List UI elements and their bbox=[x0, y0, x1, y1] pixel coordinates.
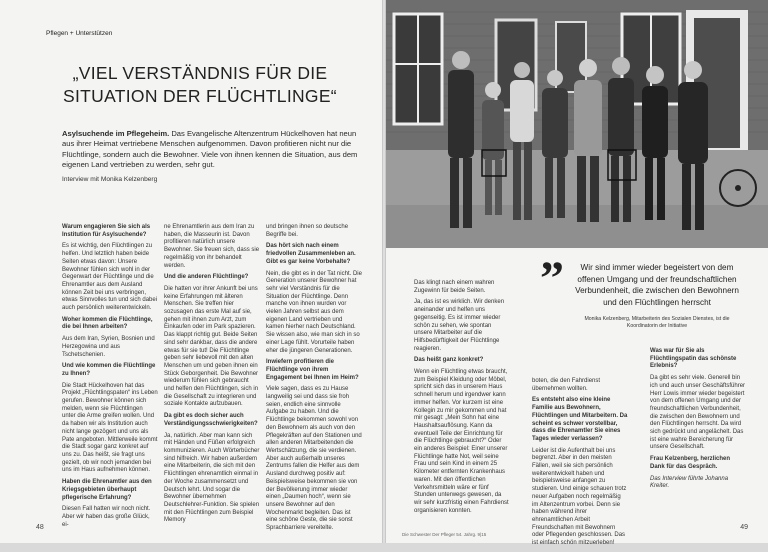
right-col-2 bbox=[532, 378, 628, 552]
answer-paragraph: Ja, natürlich. Aber man kann sich mit Händen und Füßen erfolgreich kommunizieren. Auch Wörterbücher sind hilfreich. Wir haben außerdem eine Mitarbeiterin, die sich mit den Flüchtlingen ehrenamtlich einmal in der Woche zusammensetzt und Deutsch lehrt. Und sogar die Bewohner übernehmen Deutschlehrer-Funktion. Sie spielen mit den Flüchtlingen zum Beispiel Memory bbox=[164, 432, 260, 524]
answer-paragraph: Die Stadt Hückelhoven hat das Projekt „Flüchtlingspaten“ ins Leben gerufen. Bewohner können sich melden, wenn sie Flüchtlingen unter die Arme greifen wollen. Und da haben wir als Institution auch nicht lange gezögert und uns als Pate angeboten. Mittlerweile kommt die Stadt sogar ganz konkret auf uns zu. Das heißt, sie fragt uns gezielt, ob wir noch jemanden bei uns im Haus aufnehmen können. bbox=[62, 382, 158, 474]
question: Und die anderen Flüchtlinge? bbox=[164, 274, 249, 281]
answer-paragraph: Diesen Fall hatten wir noch nicht. Aber wir haben das große Glück, ei- bbox=[62, 506, 151, 528]
question: Was war für Sie als Flüchtlingspatin das schönste Erlebnis? bbox=[650, 348, 737, 370]
lead-paragraph bbox=[62, 129, 360, 171]
left-col-1 bbox=[62, 224, 158, 533]
right-page bbox=[386, 0, 768, 547]
right-col-1 bbox=[414, 280, 510, 519]
answer-paragraph: Nein, die gibt es in der Tat nicht. Die Generation unserer Bewohner hat sehr viel Verständnis für die Situation der Flüchtlinge. Denn manche von ihnen wurden vor vielen Jahren selbst aus dem eigenen Land vertrieben und kamen hierher nach Deutschland. Sie wissen also, wie man sich in so einer Lage fühlt. Vorurteile haben eher die jüngeren Generationen. bbox=[266, 270, 362, 354]
left-col-3 bbox=[266, 224, 362, 537]
question: Woher kommen die Flüchtlinge, die bei Ihnen arbeiten? bbox=[62, 316, 153, 331]
footer-left: Die Schwester Der Pfleger 54. Jahrg. 9|15 bbox=[402, 532, 487, 537]
pull-quote: Wir sind immer wieder begeistert von dem offenen Umgang und der freundschaftlichen Verbundenheit, die zwischen den Bewohnern und den Flüchtlingen herrscht bbox=[575, 263, 739, 307]
answer-paragraph: Ja, das ist es wirklich. Wir denken aneinander und helfen uns gegenseitig. Es ist immer wieder schön zu sehen, wie spontan unsere Mitarbeiter auf die Hilfsbedürftigkeit der Flüchtlinge reagieren. bbox=[414, 299, 505, 352]
right-col-3 bbox=[650, 348, 746, 495]
answer-paragraph: boten, die den Fahrdienst übernehmen wollten. bbox=[532, 378, 601, 392]
byline: Interview mit Monika Kelzenberg bbox=[62, 176, 158, 183]
answer-paragraph: Es ist wichtig, den Flüchtlingen zu helfen. Und letztlich haben beide Seiten etwas davon: Unsere Bewohner fühlen sich wohl in der Gegenwart der Flüchtlinge und die Ehrenamtler aus dem Ausland können Zeit bei uns verbringen, etwas Sinnvolles tun und sich dabei auch persönlich weiterentwickeln. bbox=[62, 243, 158, 312]
answer-paragraph: Viele sagen, dass es zu Hause langweilig sei und dass sie froh seien, endlich eine sinnvolle Aufgabe zu haben. Und die Flüchtlinge bekommen sowohl von den Bewohnern als auch von den Pflegekräften auf den Stationen und allen anderen Mitarbeitenden die Wertschätzung, die sie verdienen. Aber auch außerhalb unseres Zentrums fallen die Helfer aus dem Ausland durchweg positiv auf: Beispielsweise bekommen sie von der Bevölkerung immer wieder einen „Daumen hoch“, wenn sie unsere Bewohner auf den Wochenmarkt begleiten. Das ist eine schöne Geste, die sie sonst Sprachbarriere vereitelte. bbox=[266, 386, 362, 532]
pull-quote-credit: Monika Kelzenberg, Mitarbeiterin des Sozialen Dienstes, ist die Koordinatorin der Initiative bbox=[584, 316, 730, 329]
lead-bold: Asylsuchende im Pflegeheim. bbox=[62, 129, 170, 138]
question: Frau Kelzenberg, herzlichen Dank für das Gespräch. bbox=[650, 456, 731, 470]
answer-paragraph: Aus dem Iran, Syrien, Bosnien und Herzegowina und aus Tschetschenien. bbox=[62, 336, 155, 358]
page-number-left: 48 bbox=[36, 524, 44, 531]
question: Haben die Ehrenamtler aus den Kriegsgebieten überhaupt pflegerische Erfahrung? bbox=[62, 479, 152, 501]
left-col-2 bbox=[164, 224, 260, 529]
title-line-2: SITUATION DER FLÜCHTLINGE“ bbox=[63, 86, 337, 106]
answer-paragraph: ne Ehrenamtlerin aus dem Iran zu haben, die Masseurin ist. Davon profitieren natürlich unsere Bewohner. Sie freuen sich, dass sie regelmäßig von ihr behandelt werden. bbox=[164, 224, 260, 269]
question: Es entsteht also eine kleine Familie aus Bewohnern, Flüchtlingen und Mitarbeitern. Da scheint es schwer vorstellbar, dass die Ehrenamtler Sie eines Tages wieder verlassen? bbox=[532, 397, 628, 442]
title-line-1: „VIEL VERSTÄNDNIS FÜR DIE bbox=[72, 63, 328, 83]
lead-text: Das Evangelische Altenzentrum Hückelhoven hat neun aus ihrer Heimat vertriebene Menschen aufgenommen. Davon profitieren nicht nur die Flüchtlinge, sondern auch die Bewohner. Viele von ihnen kennen die Situation, aus dem eigenen Land vertrieben zu werden, sehr gut. bbox=[62, 129, 358, 170]
answer-paragraph: Das Interview führte Johanna Kreiter. bbox=[650, 475, 729, 490]
question: Das heißt ganz konkret? bbox=[414, 357, 484, 364]
group-photo-image bbox=[386, 0, 768, 248]
answer-paragraph: Leider ist die Aufenthalt bei uns begrenzt. Aber in den meisten Fällen, weil sie sich persönlich weiterentwickelt haben und beispielsweise anfangen zu studieren. Und einige schauen trotz neuer Aufgaben noch regelmäßig im Altenzentrum vorbei. Denn sie haben während ihrer ehrenamtlichen Arbeit Freundschaften mit Bewohnern oder Pflegenden geschlossen. Das ist einfach schön mitzuerleben! bbox=[532, 447, 627, 547]
left-page bbox=[0, 0, 382, 543]
question: Inwiefern profitieren die Flüchtlinge von ihrem Engagement bei Ihnen im Heim? bbox=[266, 359, 359, 381]
section-label: Pflegen + Unterstützen bbox=[46, 30, 113, 37]
question: Und wie kommen die Flüchtlinge zu Ihnen? bbox=[62, 363, 156, 377]
question: Warum engagieren Sie sich als Institution für Asylsuchende? bbox=[62, 224, 151, 238]
question: Das hört sich nach einem friedvollen Zusammenleben an. Gibt es gar keine Vorbehalte? bbox=[266, 243, 356, 265]
group-photo bbox=[386, 0, 768, 248]
answer-paragraph: und bringen ihnen so deutsche Begriffe bei. bbox=[266, 224, 349, 238]
page-number-right: 49 bbox=[740, 524, 748, 531]
question: Da gibt es doch sicher auch Verständigungsschwierigkeiten? bbox=[164, 413, 258, 427]
answer-paragraph: Die hatten vor ihrer Ankunft bei uns keine Erfahrungen mit älteren Menschen. Sie treffen hier sozusagen das erste Mal auf sie, gehen mit ihnen zum Arzt, zum Einkaufen oder im Park spazieren. Das klappt richtig gut. Beide Seiten sind sehr dankbar, dass die andere etwas für sie tut! Die Flüchtlinge geben sehr liebevoll mit den alten Menschen um und geben ihnen ein Stück Geborgenheit. Die Bewohner wiederum fühlen sich gebraucht und helfen den Flüchtlingen, sich in die Gesellschaft zu integrieren und soziale Kontakte aufzubauen. bbox=[164, 285, 259, 408]
quote-mark-icon: ” bbox=[540, 252, 564, 305]
answer-paragraph: Da gibt es sehr viele. Generell bin ich und auch unser Geschäftsführer Herr Lowis immer wieder begeistert von dem offenen Umgang und der freundschaftlichen Verbundenheit, die zwischen den Bewohnern und den Flüchtlingen herrscht. Da wird sich gedrückt und angelächelt. Das ist eine wahre Bereicherung für unsere Gesellschaft. bbox=[650, 375, 746, 451]
answer-paragraph: Wenn ein Flüchtling etwas braucht, zum Beispiel Kleidung oder Möbel, spricht sich das in unserem Haus schnell herum und irgendwer kann immer helfen. Vor kurzem ist eine Kollegin zu mir gekommen und hat mir gesagt: „Mein Sohn hat eine Haushaltsauflösung. Kann da eventuell Teile der Einrichtung für die Flüchtlinge gebraucht?“ Oder ein anderes Beispiel: Einer unserer Flüchtlinge hatte Not, weil seine Frau und sein Kind in einem 25 Kilometer entfernten Krankenhaus waren. Mit den öffentlichen Verkehrsmitteln wäre er fünf Stunden unterwegs gewesen, da wir sehr kurzfristig einen Fahrdienst organisieren konnten. bbox=[414, 369, 509, 514]
answer-paragraph: Das klingt nach einem wahren Zugewinn für beide Seiten. bbox=[414, 280, 495, 294]
article-title bbox=[40, 62, 360, 108]
